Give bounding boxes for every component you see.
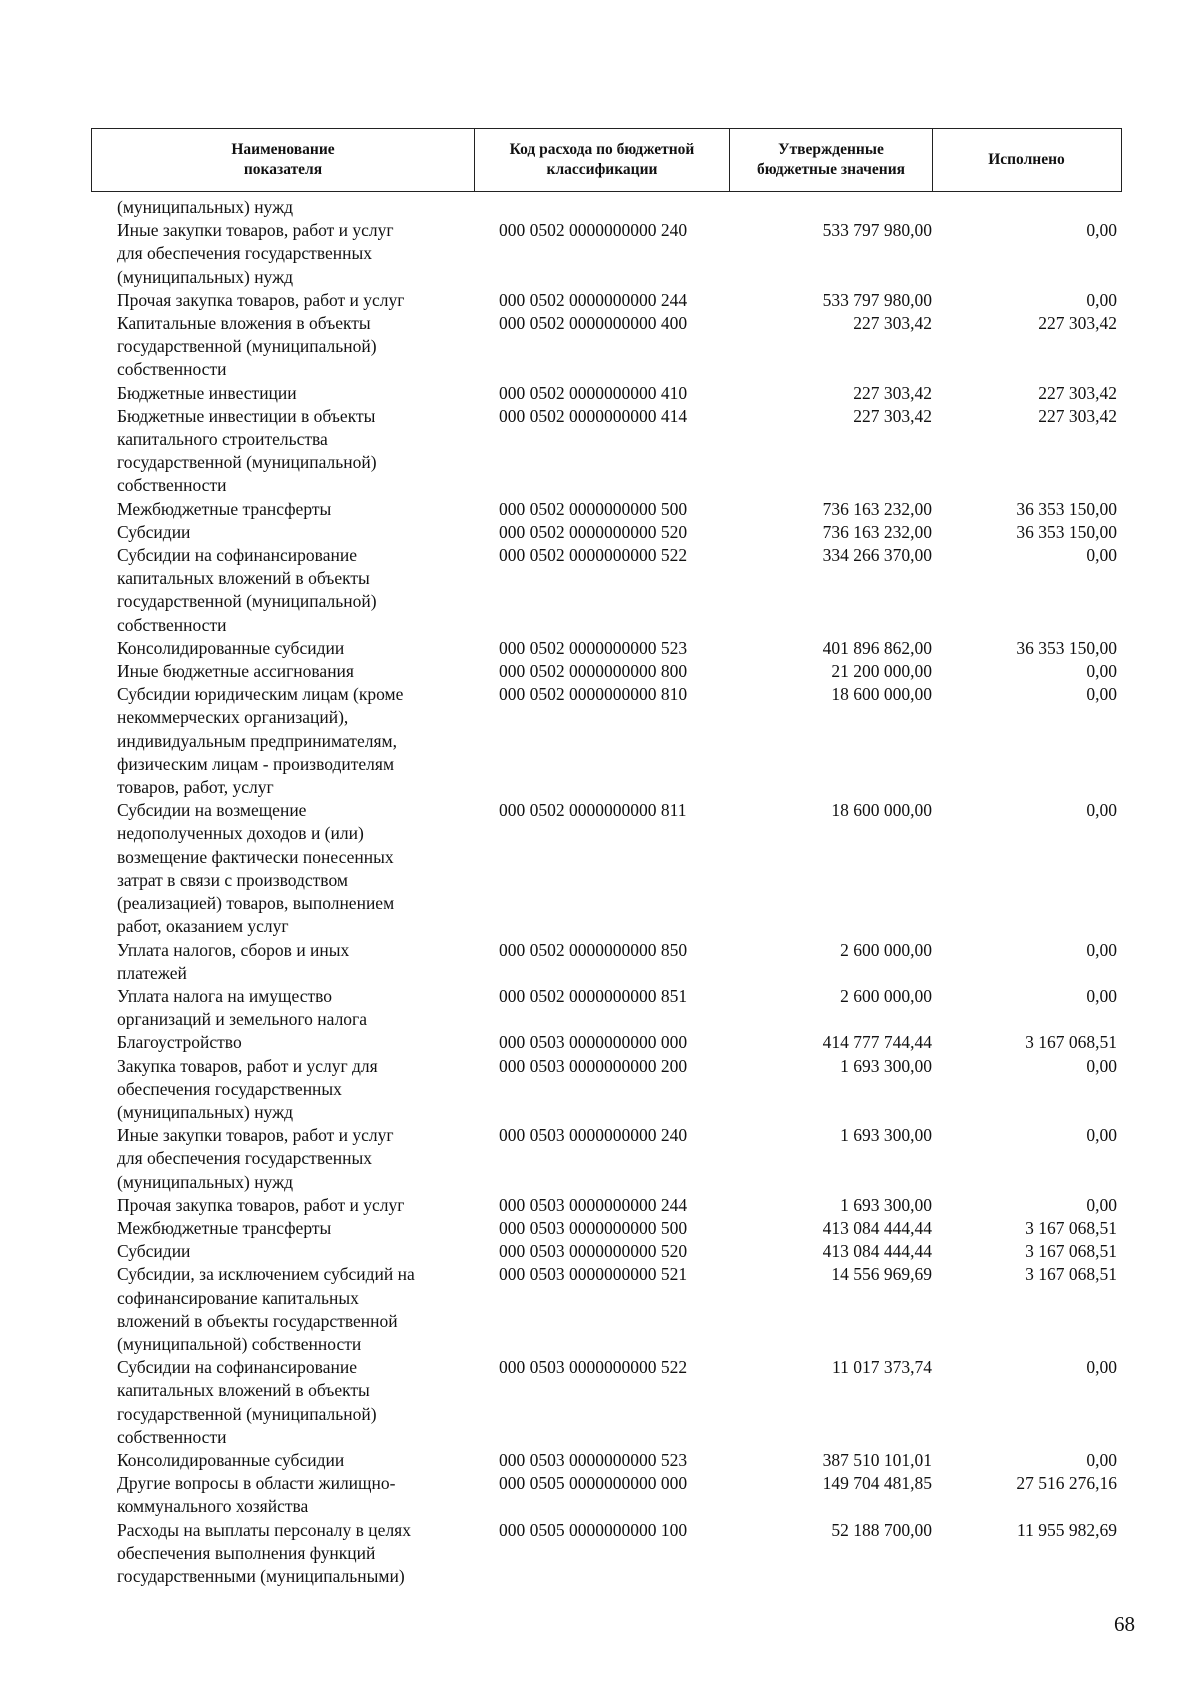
table-row	[117, 219, 1117, 289]
header-code-column: Код расхода по бюджетной классификации	[475, 129, 730, 191]
table-row	[117, 1519, 1117, 1589]
row-name-cell: Субсидии юридическим лицам (кроме некоммерческих организаций), индивидуальным предпринимателям, физическим лицам - производителям товаров, работ, услуг	[117, 684, 404, 798]
row-executed-cell: 0,00	[1086, 985, 1117, 1006]
row-name-cell: Благоустройство	[117, 1032, 242, 1053]
table-row	[117, 382, 1117, 405]
table-header	[91, 128, 1122, 192]
row-approved-cell: 11 017 373,74	[832, 1357, 932, 1378]
row-executed-cell: 3 167 068,51	[1025, 1264, 1117, 1285]
row-code-cell: 000 0502 0000000000 400	[499, 313, 688, 334]
row-approved-cell: 736 163 232,00	[822, 498, 932, 519]
row-approved-cell: 413 084 444,44	[822, 1241, 932, 1262]
row-name-cell: Субсидии	[117, 521, 191, 542]
row-code-cell: 000 0503 0000000000 244	[499, 1194, 688, 1215]
table-row	[117, 1194, 1117, 1217]
row-executed-cell: 3 167 068,51	[1025, 1217, 1117, 1238]
row-executed-cell: 27 516 276,16	[1016, 1473, 1117, 1494]
row-code-cell: 000 0502 0000000000 850	[499, 939, 688, 960]
row-approved-cell: 1 693 300,00	[840, 1055, 932, 1076]
header-name-column: Наименование показателя	[92, 129, 475, 191]
row-name-cell: Субсидии на софинансирование капитальных вложений в объекты государственной (муниципальной) собственности	[117, 1357, 377, 1447]
row-approved-cell: 387 510 101,01	[822, 1449, 932, 1470]
row-name-cell: Субсидии	[117, 1241, 191, 1262]
row-code-cell: 000 0502 0000000000 800	[499, 661, 688, 682]
row-approved-cell: 2 600 000,00	[840, 939, 932, 960]
row-name-cell: Межбюджетные трансферты	[117, 1217, 332, 1238]
row-name-cell: Уплата налога на имущество организаций и земельного налога	[117, 985, 367, 1030]
row-name-cell: Иные закупки товаров, работ и услуг для обеспечения государственных (муниципальных) нужд	[117, 220, 394, 287]
row-code-cell: 000 0502 0000000000 520	[499, 521, 688, 542]
row-name-cell: Прочая закупка товаров, работ и услуг	[117, 289, 405, 310]
table-row	[117, 985, 1117, 1031]
row-executed-cell: 11 955 982,69	[1017, 1519, 1117, 1540]
row-code-cell: 000 0503 0000000000 521	[499, 1264, 688, 1285]
row-executed-cell: 3 167 068,51	[1025, 1241, 1117, 1262]
header-executed-column: Исполнено	[988, 151, 1065, 168]
row-approved-cell: 52 188 700,00	[831, 1519, 932, 1540]
table-row	[117, 799, 1117, 938]
row-name-cell: Межбюджетные трансферты	[117, 498, 332, 519]
row-executed-cell: 0,00	[1086, 1055, 1117, 1076]
table-row	[117, 637, 1117, 660]
row-executed-cell: 0,00	[1086, 545, 1117, 566]
row-approved-cell: 227 303,42	[853, 382, 932, 403]
row-name-cell: Субсидии на возмещение недополученных доходов и (или) возмещение фактически понесенных затрат в связи с производством (реализацией) товаров, выполнением работ, оказанием услуг	[117, 800, 395, 937]
row-executed-cell: 36 353 150,00	[1016, 498, 1117, 519]
row-name-cell: Бюджетные инвестиции	[117, 382, 297, 403]
table-row	[117, 289, 1117, 312]
row-code-cell: 000 0503 0000000000 240	[499, 1125, 688, 1146]
row-approved-cell: 414 777 744,44	[822, 1032, 932, 1053]
table-row	[117, 521, 1117, 544]
row-approved-cell: 1 693 300,00	[840, 1125, 932, 1146]
row-name-cell: Прочая закупка товаров, работ и услуг	[117, 1194, 405, 1215]
row-code-cell: 000 0502 0000000000 240	[499, 220, 688, 241]
table-row	[117, 1031, 1117, 1054]
row-code-cell: 000 0502 0000000000 522	[499, 545, 688, 566]
row-executed-cell: 36 353 150,00	[1016, 637, 1117, 658]
table-row	[117, 544, 1117, 637]
row-name-cell: Иные бюджетные ассигнования	[117, 661, 354, 682]
row-code-cell: 000 0503 0000000000 522	[499, 1357, 688, 1378]
row-executed-cell: 0,00	[1086, 289, 1117, 310]
row-executed-cell: 227 303,42	[1038, 313, 1117, 334]
table-row	[117, 660, 1117, 683]
row-executed-cell: 0,00	[1086, 684, 1117, 705]
row-name-cell: Расходы на выплаты персоналу в целях обеспечения выполнения функций государственными (муниципальными)	[117, 1519, 411, 1586]
row-approved-cell: 21 200 000,00	[831, 661, 932, 682]
table-row	[117, 1240, 1117, 1263]
row-name-cell: Субсидии, за исключением субсидий на софинансирование капитальных вложений в объекты государственной (муниципальной) собственности	[117, 1264, 415, 1354]
row-approved-cell: 533 797 980,00	[822, 220, 932, 241]
row-code-cell: 000 0502 0000000000 851	[499, 985, 688, 1006]
row-executed-cell: 0,00	[1086, 1357, 1117, 1378]
table-row	[117, 1263, 1117, 1356]
row-code-cell: 000 0503 0000000000 500	[499, 1217, 688, 1238]
table-row	[117, 196, 1117, 219]
row-approved-cell: 736 163 232,00	[822, 521, 932, 542]
row-code-cell: 000 0503 0000000000 523	[499, 1449, 688, 1470]
row-executed-cell: 3 167 068,51	[1025, 1032, 1117, 1053]
table-row	[117, 1055, 1117, 1125]
row-executed-cell: 227 303,42	[1038, 382, 1117, 403]
row-approved-cell: 227 303,42	[853, 313, 932, 334]
row-executed-cell: 0,00	[1086, 220, 1117, 241]
row-name-cell: Закупка товаров, работ и услуг для обеспечения государственных (муниципальных) нужд	[117, 1055, 378, 1122]
row-name-cell: Бюджетные инвестиции в объекты капитального строительства государственной (муниципальной) собственности	[117, 405, 377, 496]
table-row	[117, 405, 1117, 498]
row-name-cell: Другие вопросы в области жилищно- коммунального хозяйства	[117, 1473, 396, 1517]
row-approved-cell: 533 797 980,00	[822, 289, 932, 310]
row-executed-cell: 0,00	[1086, 661, 1117, 682]
row-code-cell: 000 0505 0000000000 100	[499, 1519, 688, 1540]
row-code-cell: 000 0505 0000000000 000	[499, 1473, 688, 1494]
row-approved-cell: 18 600 000,00	[831, 684, 932, 705]
row-approved-cell: 401 896 862,00	[822, 637, 932, 658]
table-row	[117, 312, 1117, 382]
table-row	[117, 1124, 1117, 1194]
row-approved-cell: 2 600 000,00	[840, 985, 932, 1006]
row-name-cell: Субсидии на софинансирование капитальных вложений в объекты государственной (муниципальной) собственности	[117, 545, 377, 635]
row-approved-cell: 18 600 000,00	[831, 800, 932, 821]
row-approved-cell: 1 693 300,00	[840, 1194, 932, 1215]
row-code-cell: 000 0503 0000000000 520	[499, 1241, 688, 1262]
table-body	[117, 196, 1117, 1588]
row-name-cell: Консолидированные субсидии	[117, 1449, 345, 1470]
row-approved-cell: 227 303,42	[853, 405, 932, 426]
row-approved-cell: 413 084 444,44	[822, 1217, 932, 1238]
row-code-cell: 000 0503 0000000000 000	[499, 1032, 688, 1053]
table-row	[117, 498, 1117, 521]
row-executed-cell: 0,00	[1086, 1449, 1117, 1470]
row-code-cell: 000 0502 0000000000 244	[499, 289, 688, 310]
row-approved-cell: 14 556 969,69	[831, 1264, 932, 1285]
row-name-cell: Капитальные вложения в объекты государственной (муниципальной) собственности	[117, 313, 377, 380]
table-row	[117, 1217, 1117, 1240]
row-code-cell: 000 0502 0000000000 810	[499, 684, 688, 705]
row-executed-cell: 36 353 150,00	[1016, 521, 1117, 542]
row-name-cell: Уплата налогов, сборов и иных платежей	[117, 939, 350, 983]
row-code-cell: 000 0502 0000000000 500	[499, 498, 688, 519]
row-name-cell: (муниципальных) нужд	[117, 197, 294, 217]
row-approved-cell: 149 704 481,85	[822, 1473, 932, 1494]
row-executed-cell: 0,00	[1086, 800, 1117, 821]
row-code-cell: 000 0502 0000000000 811	[499, 800, 687, 821]
row-code-cell: 000 0503 0000000000 200	[499, 1055, 688, 1076]
row-executed-cell: 0,00	[1086, 939, 1117, 960]
table-row	[117, 683, 1117, 799]
table-row	[117, 1449, 1117, 1472]
table-row	[117, 1356, 1117, 1449]
row-code-cell: 000 0502 0000000000 410	[499, 382, 688, 403]
row-code-cell: 000 0502 0000000000 414	[499, 405, 688, 426]
row-executed-cell: 0,00	[1086, 1194, 1117, 1215]
row-executed-cell: 0,00	[1086, 1125, 1117, 1146]
row-approved-cell: 334 266 370,00	[822, 545, 932, 566]
page-number: 68	[1114, 1612, 1135, 1636]
row-executed-cell: 227 303,42	[1038, 405, 1117, 426]
row-name-cell: Консолидированные субсидии	[117, 637, 345, 658]
row-name-cell: Иные закупки товаров, работ и услуг для обеспечения государственных (муниципальных) нужд	[117, 1125, 394, 1192]
table-row	[117, 939, 1117, 985]
header-approved-column: Утвержденные бюджетные значения	[730, 129, 933, 191]
row-code-cell: 000 0502 0000000000 523	[499, 637, 688, 658]
table-row	[117, 1472, 1117, 1518]
